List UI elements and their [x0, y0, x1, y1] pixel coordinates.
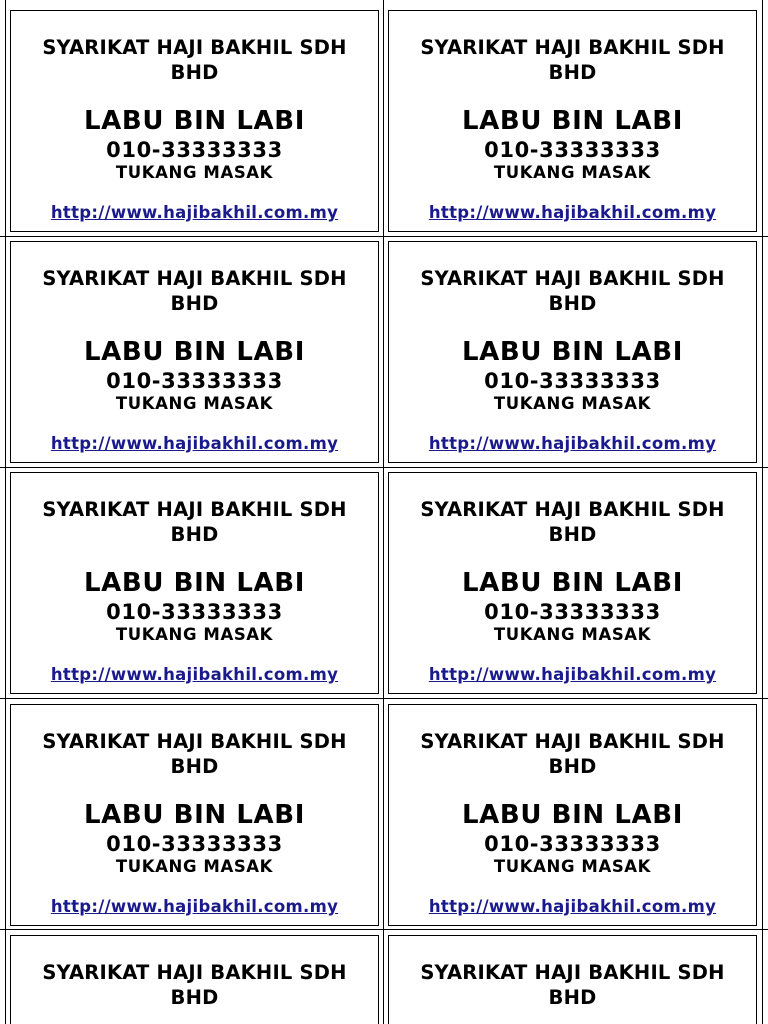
company-name — [11, 35, 378, 85]
company-name — [389, 729, 756, 779]
company-name — [11, 497, 378, 547]
job-title: TUKANG MASAK — [115, 394, 274, 413]
job-title: TUKANG MASAK — [493, 163, 652, 182]
grid-line-row-3 — [0, 698, 768, 699]
person-name: LABU BIN LABI — [84, 800, 305, 830]
company-name-line-2: BHD — [170, 755, 219, 778]
grid-line-center — [383, 0, 384, 1024]
company-name-line-1: SYARIKAT HAJI BAKHIL SDH — [42, 36, 347, 59]
company-name-line-2: BHD — [548, 986, 597, 1009]
website-link[interactable]: http://www.hajibakhil.com.my — [428, 897, 717, 916]
website-link[interactable]: http://www.hajibakhil.com.my — [428, 203, 717, 222]
company-name — [11, 729, 378, 779]
company-name-line-2: BHD — [170, 523, 219, 546]
person-name: LABU BIN LABI — [84, 568, 305, 598]
company-name-line-2: BHD — [170, 986, 219, 1009]
company-name-line-1: SYARIKAT HAJI BAKHIL SDH — [42, 267, 347, 290]
phone-number: 010-33333333 — [484, 138, 661, 162]
company-name — [389, 266, 756, 316]
company-name — [11, 266, 378, 316]
business-card — [10, 472, 379, 694]
website-link[interactable]: http://www.hajibakhil.com.my — [50, 203, 339, 222]
company-name-line-1: SYARIKAT HAJI BAKHIL SDH — [42, 498, 347, 521]
company-name-line-1: SYARIKAT HAJI BAKHIL SDH — [420, 36, 725, 59]
phone-number: 010-33333333 — [484, 600, 661, 624]
company-name-line-2: BHD — [548, 523, 597, 546]
grid-line-row-1 — [0, 236, 768, 237]
person-name: LABU BIN LABI — [462, 800, 683, 830]
job-title: TUKANG MASAK — [115, 625, 274, 644]
grid-line-right — [762, 0, 763, 1024]
business-card — [388, 935, 757, 1024]
company-name-line-1: SYARIKAT HAJI BAKHIL SDH — [420, 267, 725, 290]
company-name-line-2: BHD — [548, 755, 597, 778]
job-title: TUKANG MASAK — [115, 163, 274, 182]
phone-number: 010-33333333 — [106, 369, 283, 393]
company-name-line-1: SYARIKAT HAJI BAKHIL SDH — [420, 498, 725, 521]
website-link[interactable]: http://www.hajibakhil.com.my — [50, 434, 339, 453]
phone-number: 010-33333333 — [106, 832, 283, 856]
job-title: TUKANG MASAK — [115, 857, 274, 876]
company-name-line-2: BHD — [170, 61, 219, 84]
job-title: TUKANG MASAK — [493, 394, 652, 413]
grid-line-row-4 — [0, 929, 768, 930]
phone-number: 010-33333333 — [106, 600, 283, 624]
business-card — [10, 241, 379, 463]
company-name-line-2: BHD — [548, 61, 597, 84]
website-link[interactable]: http://www.hajibakhil.com.my — [428, 665, 717, 684]
phone-number: 010-33333333 — [484, 369, 661, 393]
website-link[interactable]: http://www.hajibakhil.com.my — [428, 434, 717, 453]
grid-line-row-2 — [0, 467, 768, 468]
company-name-line-1: SYARIKAT HAJI BAKHIL SDH — [42, 961, 347, 984]
company-name — [389, 35, 756, 85]
business-card — [10, 704, 379, 926]
company-name-line-1: SYARIKAT HAJI BAKHIL SDH — [420, 730, 725, 753]
person-name: LABU BIN LABI — [84, 106, 305, 136]
person-name: LABU BIN LABI — [462, 337, 683, 367]
website-link[interactable]: http://www.hajibakhil.com.my — [50, 897, 339, 916]
company-name-line-1: SYARIKAT HAJI BAKHIL SDH — [420, 961, 725, 984]
company-name — [389, 497, 756, 547]
business-card — [10, 935, 379, 1024]
job-title: TUKANG MASAK — [493, 625, 652, 644]
phone-number: 010-33333333 — [484, 832, 661, 856]
company-name-line-1: SYARIKAT HAJI BAKHIL SDH — [42, 730, 347, 753]
company-name — [389, 960, 756, 1010]
person-name: LABU BIN LABI — [84, 337, 305, 367]
business-card — [10, 10, 379, 232]
company-name-line-2: BHD — [170, 292, 219, 315]
person-name: LABU BIN LABI — [462, 106, 683, 136]
grid-line-left — [5, 0, 6, 1024]
business-card — [388, 704, 757, 926]
business-card — [388, 472, 757, 694]
website-link[interactable]: http://www.hajibakhil.com.my — [50, 665, 339, 684]
business-card — [388, 10, 757, 232]
job-title: TUKANG MASAK — [493, 857, 652, 876]
business-card — [388, 241, 757, 463]
company-name — [11, 960, 378, 1010]
company-name-line-2: BHD — [548, 292, 597, 315]
person-name: LABU BIN LABI — [462, 568, 683, 598]
phone-number: 010-33333333 — [106, 138, 283, 162]
